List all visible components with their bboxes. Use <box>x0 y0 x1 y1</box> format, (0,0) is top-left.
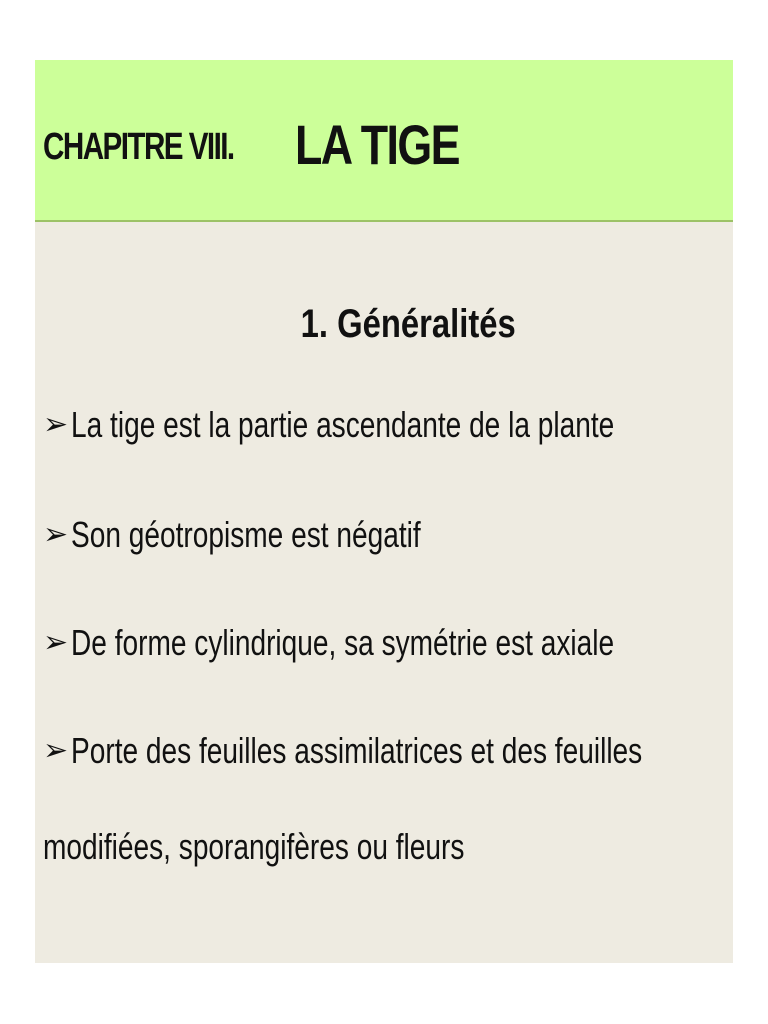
list-item-text: La tige est la partie ascendante de la plante <box>71 404 615 445</box>
list-item <box>43 514 519 556</box>
slide <box>35 60 733 963</box>
list-item-text: Son géotropisme est négatif <box>71 514 421 555</box>
list-item <box>43 622 767 664</box>
continuation-text: modifiées, sporangifères ou fleurs <box>43 826 465 867</box>
arrowhead-icon: ➢ <box>43 626 69 659</box>
list-item-text: Porte des feuilles assimilatrices et des feuilles <box>71 730 643 771</box>
chapter-label: CHAPITRE VIII. <box>43 126 234 168</box>
arrowhead-icon: ➢ <box>43 518 69 551</box>
arrowhead-icon: ➢ <box>43 734 69 767</box>
list-item <box>43 730 768 772</box>
list-item-continuation <box>43 826 583 868</box>
chapter-header <box>35 60 733 222</box>
chapter-title: LA TIGE <box>295 113 459 176</box>
list-item-text: De forme cylindrique, sa symétrie est axiale <box>71 622 615 663</box>
section-title <box>35 302 733 347</box>
list-item <box>43 404 768 446</box>
section-title-text: 1. Généralités <box>300 302 516 346</box>
arrowhead-icon: ➢ <box>43 408 69 441</box>
